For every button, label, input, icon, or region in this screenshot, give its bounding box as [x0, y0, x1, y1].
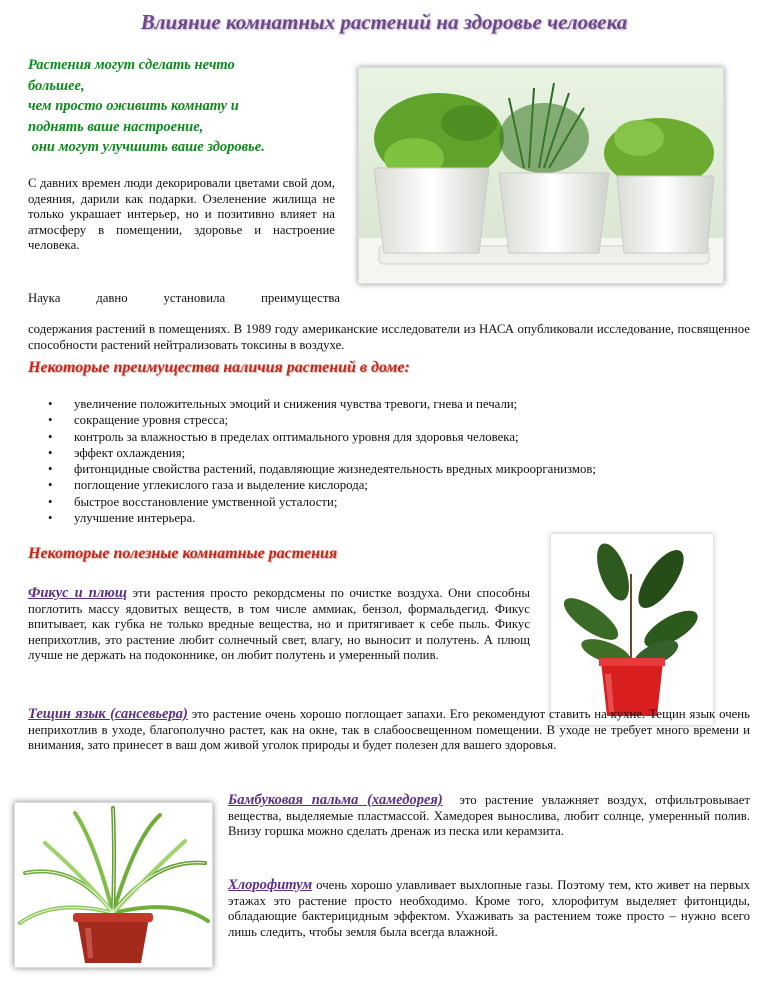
page-title: Влияние комнатных растений на здоровье человека: [140, 10, 628, 34]
intro-paragraph: С давних времен люди декорировали цветами свой дом, одеяния, дарили как подарки. Озеленение жилища не только украшает интерьер, но и позитивно влияет на атмосферу в помещении, здоровье и настроение человека.: [28, 176, 335, 253]
list-item: • поглощение углекислого газа и выделение кислорода;: [48, 477, 596, 493]
intro-quote: [28, 55, 328, 158]
nasa-paragraph: [28, 291, 750, 353]
intro-line: чем просто оживить комнату и: [28, 98, 239, 114]
plant-name-ficus: Фикус и плющ: [28, 585, 127, 601]
benefits-list: [48, 396, 596, 526]
bamboo-paragraph: [228, 792, 754, 840]
ficus-paragraph: [28, 586, 530, 664]
intro-line: Растения могут сделать нечто: [28, 57, 235, 73]
intro-line: они могут улучшить ваше здоровье.: [28, 139, 265, 155]
chlorophytum-photo: [14, 802, 213, 968]
herbs-photo: [358, 67, 724, 284]
plants-heading: Некоторые полезные комнатные растения: [28, 545, 338, 562]
list-item: • улучшение интерьера.: [48, 510, 596, 526]
ficus-text: эти растения просто рекордсмены по очистке воздуха. Они способны поглотить массу ядовитых веществ, в том числе аммиак, бензол, формальдегид. Фикус впитывает, как губка не только вредные вещества, но и притягивает к себе пыль. Фикус неприхотлив, это растение любит солнечный свет, влагу, но выносит и полутень. А плющ лучше не держать на подоконнике, он любит полутень и умеренный полив.: [28, 586, 530, 663]
list-item: • сокращение уровня стресса;: [48, 412, 596, 428]
bamboo-text: это растение увлажняет воздух, отфильтровывает вещества, выделяемые пластмассой. Хамедорея вынослива, любит солнце, умеренный полив. Внизу горшка можно сделать дренаж из песка или керамзита.: [228, 793, 754, 839]
nasa-paragraph-lead: Наука давно установила преимущества: [28, 291, 340, 305]
list-item: • увеличение положительных эмоций и снижения чувства тревоги, гнева и печали;: [48, 396, 596, 412]
intro-line: большее,: [28, 77, 85, 94]
nasa-paragraph-rest: содержания растений в помещениях. В 1989 году американские исследователи из НАСА опубликовали исследование, посвященное способности растений нейтрализовать токсины в воздухе.: [28, 322, 750, 352]
chloro-paragraph: [228, 878, 750, 940]
ficus-photo: [551, 534, 713, 725]
list-item: • эффект охлаждения;: [48, 445, 596, 461]
intro-line: поднять ваше настроение,: [28, 118, 204, 135]
plant-name-bamboo: Бамбуковая пальма (хамедорея): [228, 792, 443, 808]
list-item: • быстрое восстановление умственной усталости;: [48, 494, 596, 510]
benefits-heading: Некоторые преимущества наличия растений в доме:: [28, 359, 410, 376]
plant-name-teshin: Тещин язык (сансевьера): [28, 706, 188, 722]
teshin-text: это растение очень хорошо поглощает запахи. Его рекомендуют ставить на кухне. Тещин язык очень неприхотлив в уходе, благополучно растет, как на окне, так в слабоосвещенном помещении. В уходе не требует много времени и внимания, зато принесет в ваш дом живой уголок природы и будет полезен для вашего здоровья.: [28, 707, 750, 753]
list-item: • контроль за влажностью в пределах оптимального уровня для здоровья человека;: [48, 429, 596, 445]
plant-name-chloro: Хлорофитум: [228, 877, 313, 893]
list-item: • фитонцидные свойства растений, подавляющие жизнедеятельность вредных микроорганизмов;: [48, 461, 596, 477]
teshin-paragraph: [28, 707, 750, 754]
chloro-text: очень хорошо улавливает выхлопные газы. Поэтому тем, кто живет на первых этажах это растение просто необходимо. Кроме того, хлорофитум выделяет фитонциды, обладающие бактерицидным эффектом. Ухаживать за растением тоже просто – нужно всего лишь следить, чтобы земля была всегда влажной.: [228, 878, 750, 939]
